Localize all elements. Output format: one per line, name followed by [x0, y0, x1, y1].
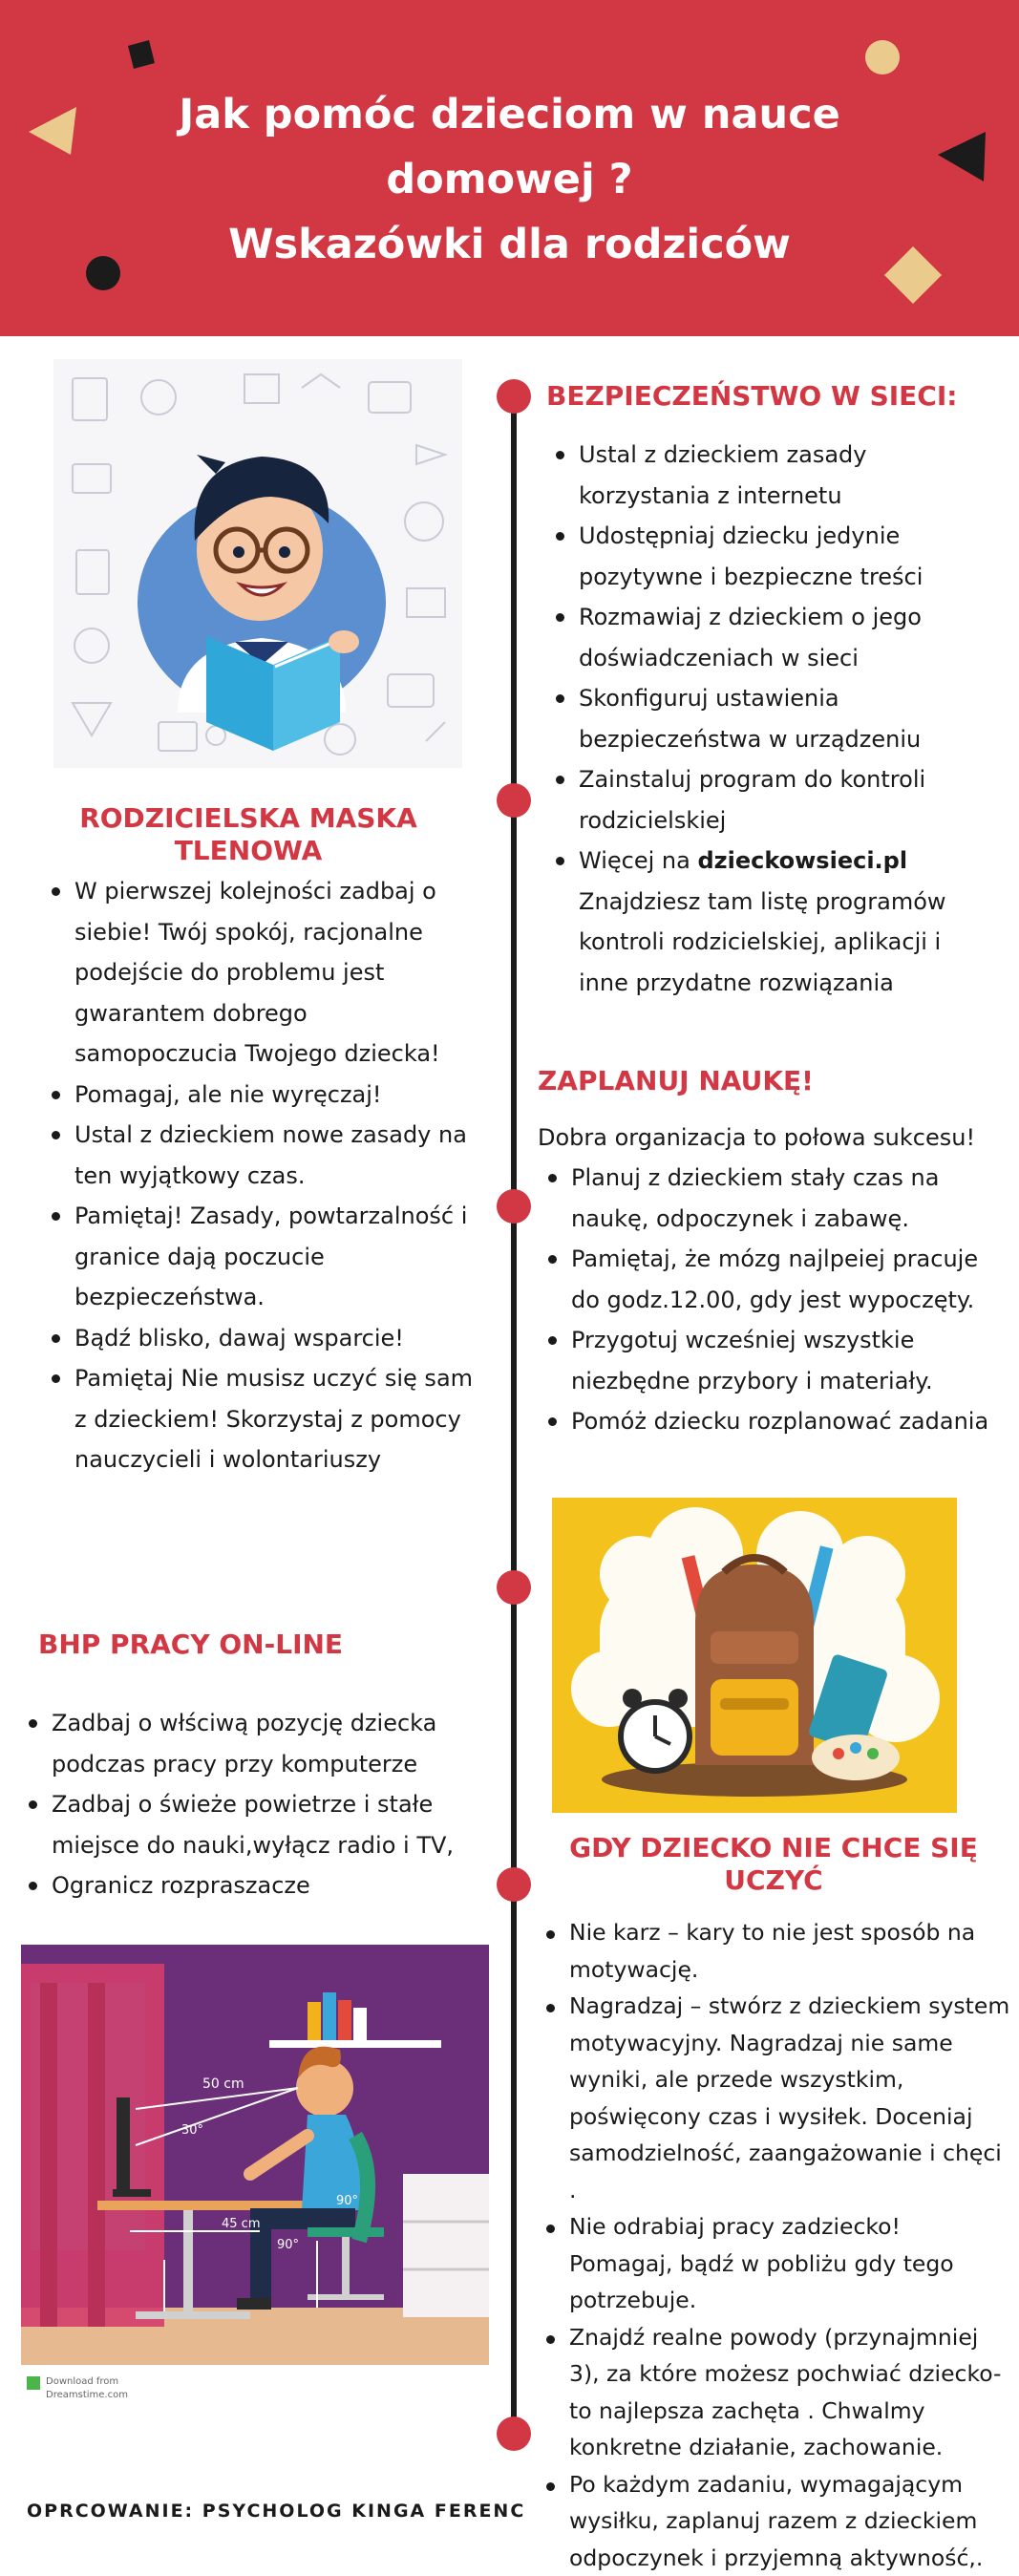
- list-item: Nie karz – kary to nie jest sposób na motywację.: [542, 1914, 1010, 1988]
- list-item: Znajdź realne powody (przynajmniej 3), za które możesz pochwiać dziecko- to najlepsza zachęta . Chwalmy konkretne działanie, zachowanie.: [542, 2319, 1010, 2466]
- footer-credit: OPRCOWANIE: PSYCHOLOG KINGA FERENC: [27, 2501, 525, 2522]
- list-item: Planuj z dzieckiem stały czas na naukę, odpoczynek i zabawę.: [544, 1158, 993, 1239]
- page-title: [143, 82, 876, 277]
- list-item: Bądź blisko, dawaj wsparcie!: [48, 1318, 478, 1359]
- list-item: Po każdym zadaniu, wymagającym wysiłku, zaplanuj razem z dzieckiem odpoczynek i przyjemną aktywność,.: [542, 2466, 1010, 2576]
- list-item: Pamiętaj, że mózg najlpeiej pracuje do godz.12.00, gdy jest wypoczęty.: [544, 1239, 993, 1320]
- measure-desk-label: 45 cm: [222, 2217, 261, 2231]
- list-item: Pomagaj, ale nie wyręczaj!: [48, 1075, 478, 1116]
- list-item: Przygotuj wcześniej wszystkie niezbędne przybory i materiały.: [544, 1320, 993, 1401]
- measure-angle-label: 30°: [181, 2123, 203, 2138]
- list-item: Nie odrabiaj pracy zadziecko! Pomagaj, bądź w pobliżu gdy tego potrzebuje.: [542, 2208, 1010, 2319]
- timeline-dot: [497, 379, 531, 414]
- more-suffix: Znajdziesz tam listę programów kontroli rodzicielskiej, aplikacji i inne przydatne rozwiązania: [579, 882, 991, 1004]
- list-item-more: [552, 841, 991, 1003]
- desk-ergonomics-illustration: [21, 1945, 489, 2413]
- internet-safety-list: [552, 435, 991, 1003]
- list-item: Zainstaluj program do kontroli rodzicielskiej: [552, 759, 991, 841]
- decorative-triangle-left: [27, 103, 80, 159]
- oxygen-mask-list: [48, 871, 478, 1480]
- list-item: W pierwszej kolejności zadbaj o siebie! Twój spokój, racjonalne podejście do problemu jest gwarantem dobrego samopoczucia Twojego dziecka!: [48, 871, 478, 1075]
- unwilling-child-list: [542, 1914, 1010, 2576]
- decorative-diamond-light: [882, 245, 944, 306]
- plan-learning-intro: Dobra organizacja to połowa sukcesu!: [538, 1118, 1006, 1158]
- plan-learning-title: ZAPLANUJ NAUKĘ!: [538, 1065, 996, 1097]
- title-line-1: Jak pomóc dzieciom w nauce: [143, 82, 876, 147]
- oxygen-mask-title-line-1: RODZICIELSKA MASKA: [38, 802, 458, 835]
- timeline-line: [511, 387, 517, 2440]
- list-item: Udostępniaj dziecku jedynie pozytywne i bezpieczne treści: [552, 516, 991, 597]
- list-item: Zadbaj o włściwą pozycję dziecka podczas pracy przy komputerze: [25, 1703, 474, 1784]
- list-item: Pamiętaj Nie musisz uczyć się sam z dzieckiem! Skorzystaj z pomocy nauczycieli i wolontariuszy: [48, 1358, 478, 1480]
- timeline-dot: [497, 2416, 531, 2451]
- list-item: Nagradzaj – stwórz z dzieckiem system motywacyjny. Nagradzaj nie same wyniki, ale przede wszystkim, poświęcony czas i wysiłek. Doceniaj samodzielność, zaangażowanie i chęci .: [542, 1988, 1010, 2208]
- list-item: Rozmawiaj z dzieckiem o jego doświadczeniach w sieci: [552, 597, 991, 678]
- decorative-triangle-dark: [934, 128, 991, 185]
- timeline-dot: [497, 1867, 531, 1902]
- oxygen-mask-title: [38, 802, 458, 867]
- unwilling-child-title-line-2: UCZYĆ: [535, 1864, 1012, 1897]
- list-item: Ustal z dzieckiem zasady korzystania z internetu: [552, 435, 991, 516]
- unwilling-child-title: [535, 1832, 1012, 1897]
- school-backpack-illustration: [552, 1498, 957, 1813]
- watermark-line-1: Download from: [46, 2376, 118, 2387]
- online-safety-list: [25, 1703, 474, 1906]
- list-item: Zadbaj o świeże powietrze i stałe miejsce do nauki,wyłącz radio i TV,: [25, 1784, 474, 1865]
- title-line-2: domowej ?: [143, 147, 876, 212]
- list-item: Ustal z dzieckiem nowe zasady na ten wyjątkowy czas.: [48, 1115, 478, 1196]
- measure-hip-label: 90°: [277, 2238, 299, 2252]
- internet-safety-title: BEZPIECZEŃSTWO W SIECI:: [546, 380, 1005, 413]
- timeline-dot: [497, 783, 531, 818]
- more-prefix: Więcej na: [579, 847, 697, 874]
- online-safety-title: BHP PRACY ON-LINE: [38, 1629, 458, 1661]
- decorative-square-dark: [122, 36, 160, 75]
- decorative-circle-light: [863, 38, 902, 76]
- watermark-line-2: Dreamstime.com: [46, 2390, 128, 2400]
- decorative-circle-dark: [84, 254, 122, 292]
- oxygen-mask-title-line-2: TLENOWA: [38, 835, 458, 867]
- list-item: Pomóż dziecku rozplanować zadania: [544, 1401, 993, 1442]
- boy-reading-illustration: [53, 359, 462, 768]
- list-item: Skonfiguruj ustawienia bezpieczeństwa w urządzeniu: [552, 678, 991, 759]
- measure-knee-label: 90°: [336, 2194, 358, 2208]
- more-link[interactable]: dzieckowsieci.pl: [697, 847, 907, 874]
- timeline-dot: [497, 1189, 531, 1224]
- title-line-3: Wskazówki dla rodziców: [143, 212, 876, 277]
- unwilling-child-title-line-1: GDY DZIECKO NIE CHCE SIĘ: [535, 1832, 1012, 1864]
- timeline-dot: [497, 1570, 531, 1605]
- header-banner: [0, 0, 1019, 336]
- measure-top-label: 50 cm: [202, 2076, 244, 2092]
- list-item: Pamiętaj! Zasady, powtarzalność i granice dają poczucie bezpieczeństwa.: [48, 1196, 478, 1318]
- plan-learning-list: [544, 1158, 993, 1442]
- list-item: Ogranicz rozpraszacze: [25, 1865, 474, 1906]
